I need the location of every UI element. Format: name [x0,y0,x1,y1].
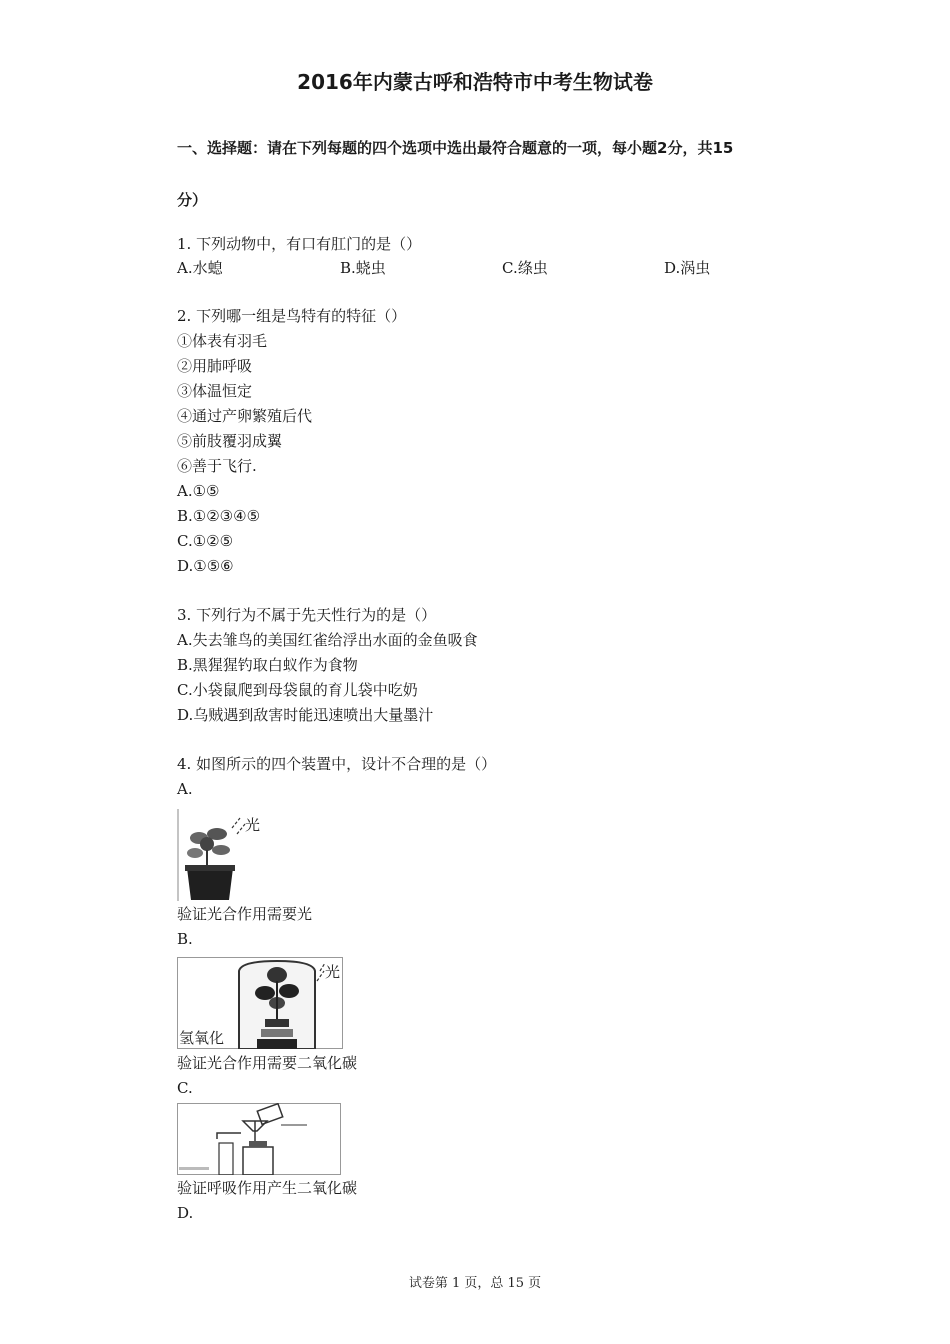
q2-option-c: C.①②⑤ [177,532,234,550]
figure-b-bell-jar [177,957,343,1049]
q4-option-b-caption: 验证光合作用需要二氧化碳 [177,1054,358,1072]
q4-option-d-letter: D. [177,1204,194,1222]
figure-c-apparatus [177,1103,341,1175]
q2-item-1: ①体表有羽毛 [177,332,268,350]
q4-option-a-caption: 验证光合作用需要光 [177,905,313,923]
page-footer: 试卷第 1 页，总 15 页 [408,1276,542,1291]
q2-item-6: ⑥善于飞行. [177,457,257,475]
figure-a-potted-plant [177,808,267,902]
page-title: 2016年内蒙古呼和浩特市中考生物试卷 [297,70,653,94]
question-2-stem: 2. 下列哪一组是鸟特有的特征（） [177,307,407,325]
question-4-stem: 4. 如图所示的四个装置中，设计不合理的是（） [177,755,497,773]
q2-option-b: B.①②③④⑤ [177,507,261,525]
q2-item-3: ③体温恒定 [177,382,253,400]
q2-option-d: D.①⑤⑥ [177,557,234,575]
q3-option-a: A.失去雏鸟的美国红雀给浮出水面的金鱼吸食 [177,631,478,649]
q4-option-b-letter: B. [177,930,193,948]
section-heading-line1: 一、选择题：请在下列每题的四个选项中选出最符合题意的一项，每小题2分，共15 [177,139,734,157]
q3-option-d: D.乌贼遇到敌害时能迅速喷出大量墨汁 [177,706,434,724]
q2-item-5: ⑤前肢覆羽成翼 [177,432,283,450]
q3-option-b: B.黑猩猩钓取白蚁作为食物 [177,656,358,674]
q4-option-c-letter: C. [177,1079,193,1097]
section-heading-line2: 分） [177,191,208,209]
q4-option-c-caption: 验证呼吸作用产生二氧化碳 [177,1179,358,1197]
question-1-stem: 1. 下列动物中，有口有肛门的是（） [177,235,422,253]
q1-option-d: D.涡虫 [664,259,711,277]
q4-option-a-letter: A. [177,780,193,798]
q2-item-4: ④通过产卵繁殖后代 [177,407,313,425]
figure-b-light-label: 光 [325,963,341,981]
q3-option-c: C.小袋鼠爬到母袋鼠的育儿袋中吃奶 [177,681,418,699]
question-3-stem: 3. 下列行为不属于先天性行为的是（） [177,606,437,624]
q1-option-a: A.水螅 [177,259,223,277]
q1-option-c: C.绦虫 [502,259,548,277]
q2-item-2: ②用肺呼吸 [177,357,253,375]
figure-a-light-label: 光 [245,816,261,834]
q1-option-b: B.蛲虫 [340,259,386,277]
figure-b-naoh-label: 氢氧化 [179,1029,225,1047]
q2-option-a: A.①⑤ [177,482,220,500]
section-heading [177,122,817,226]
